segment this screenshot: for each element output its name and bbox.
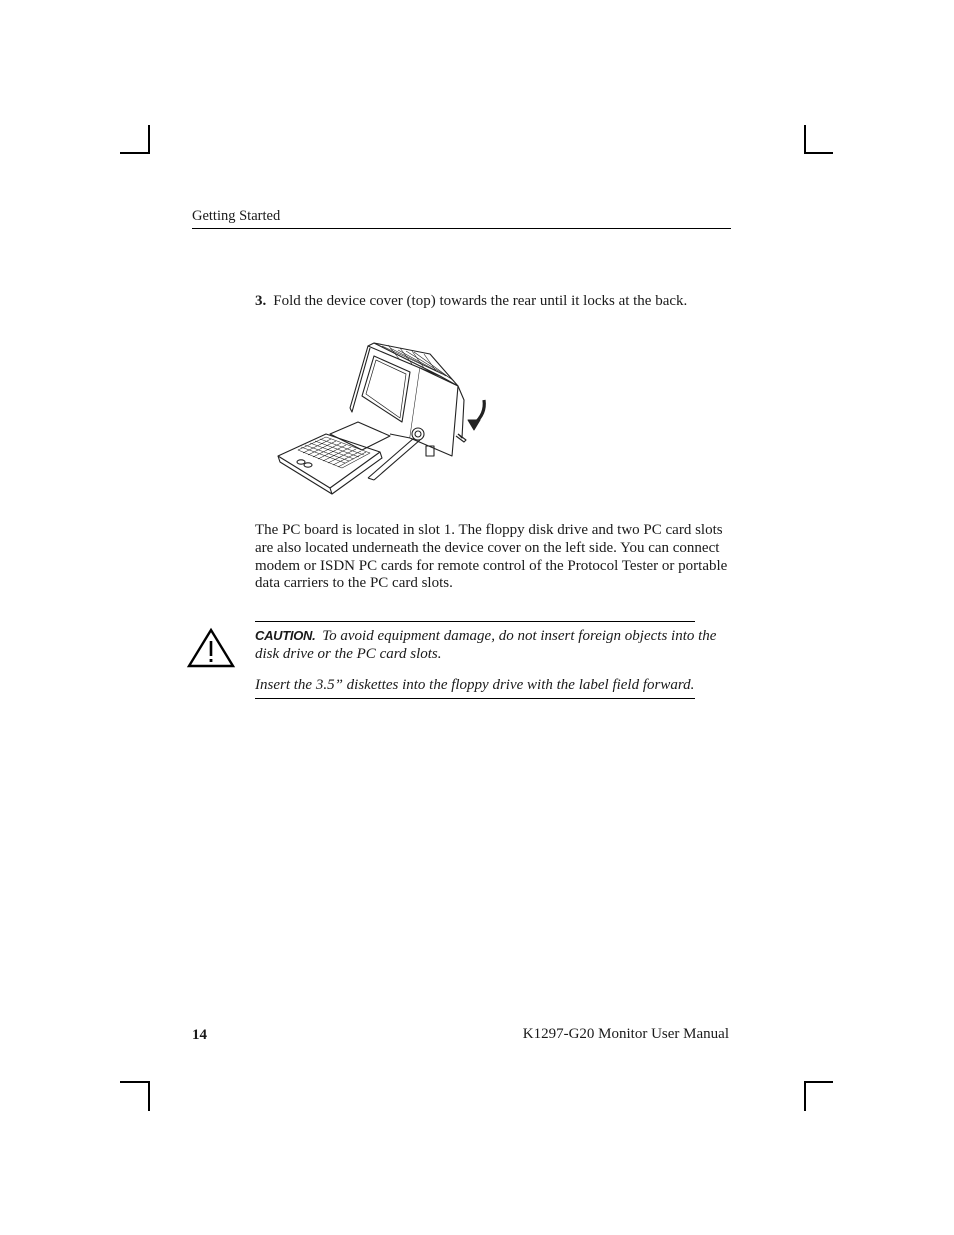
- page-number: 14: [192, 1027, 207, 1043]
- crop-mark-top-left-horizontal: [120, 152, 150, 154]
- running-header: Getting Started: [192, 208, 281, 224]
- crop-mark-top-right-vertical: [804, 125, 806, 154]
- caution-message: [255, 627, 731, 663]
- caution-text: To avoid equipment damage, do not insert foreign objects into the disk drive or the PC card slots.: [255, 628, 717, 662]
- caution-note: Insert the 3.5” diskettes into the floppy drive with the label field forward.: [255, 677, 695, 693]
- manual-title: K1297-G20 Monitor User Manual: [522, 1026, 729, 1042]
- caution-bottom-rule: [255, 698, 695, 699]
- crop-mark-bottom-left-vertical: [148, 1081, 150, 1111]
- step-3: [255, 292, 735, 311]
- warning-triangle-icon: [186, 627, 236, 669]
- crop-mark-bottom-right-horizontal: [804, 1081, 833, 1083]
- crop-mark-top-left-vertical: [148, 125, 150, 154]
- body-paragraph: The PC board is located in slot 1. The floppy disk drive and two PC card slots are also located underneath the device cover on the left side. You can connect modem or ISDN PC cards for remote control of the Protocol Tester or portable data carriers to the PC card slots.: [255, 522, 728, 592]
- crop-mark-bottom-right-vertical: [804, 1081, 806, 1111]
- crop-mark-bottom-left-horizontal: [120, 1081, 150, 1083]
- step-text: Fold the device cover (top) towards the rear until it locks at the back.: [273, 293, 688, 309]
- caution-label: CAUTION.: [255, 628, 316, 643]
- crop-mark-top-right-horizontal: [804, 152, 833, 154]
- caution-top-rule: [255, 621, 695, 622]
- header-rule: [192, 228, 731, 229]
- device-illustration: [270, 338, 510, 498]
- step-number: 3.: [255, 293, 267, 309]
